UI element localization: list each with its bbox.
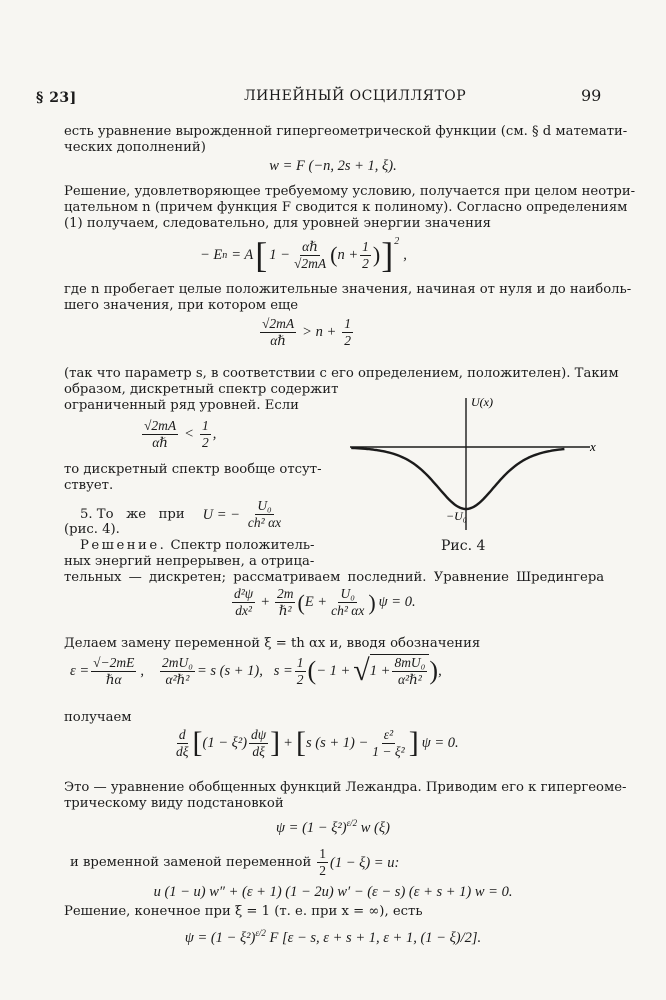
paragraph-line: Это — уравнение обобщенных функций Лежандра. Приводим его к гипергеоме- (64, 780, 627, 795)
equation-legendre: $\frac{d}{d\xi}$ [ (1 − ξ²) $\frac{d\psi}{d\xi}$ ] + [ s (s + 1) − $\frac{\text{ε²}}{\text{1 − ξ²}}$ ] ψ = 0. (176, 726, 459, 759)
paragraph-line: ных энергий непрерывен, а отрица- (64, 554, 315, 569)
solution-word: Решение. (80, 538, 167, 553)
eq-term: 2 (394, 235, 400, 247)
eq-term: − E (200, 246, 223, 263)
potential-curve (351, 448, 564, 509)
paragraph-line: (рис. 4). (64, 522, 120, 537)
paragraph-line: образом, дискретный спектр содержит (64, 382, 339, 397)
fraction: $\frac{√2mA}{\text{αℏ}}$ (144, 418, 177, 450)
running-title: ЛИНЕЙНЫЙ ОСЦИЛЛЯТОР (244, 88, 467, 104)
equation-solution: $\psi = (1 - \xi^2)^{\varepsilon/2}$ F [ε − s, ε + s + 1, ε + 1, (1 − ξ)/2]. (184, 928, 482, 946)
paragraph-line: Делаем замену переменной ξ = th αx и, вводя обозначения (64, 636, 481, 651)
equation-condition (140, 418, 216, 451)
equation-hypergeometric: w = F (−n, 2s + 1, ξ). (269, 158, 397, 174)
fraction: $\frac{\text{ε²}}{\text{1 − ξ²}}$ (372, 726, 405, 759)
paragraph-line: есть уравнение вырожденной гипергеометрической функции (см. § d математи- (64, 124, 628, 139)
paragraph-line: ствует. (64, 478, 114, 493)
x-axis-label: x (590, 439, 596, 454)
eq-term: , (212, 426, 217, 442)
eq-term: > n + (302, 324, 337, 340)
equation-notations: ε = $\frac{√-2mE}{\text{ℏα}}$ , $\frac{\text{2mU₀}}{\text{α²ℏ²}}$ = s (s + 1), s = $\frac{1}{2}$ ( − 1 + √ 1 + $\frac{\text{8mU₀}}{\text{α²ℏ²}}$ ) , (70, 654, 442, 687)
paragraph-line: то дискретный спектр вообще отсут- (64, 462, 322, 477)
eq-term: Спектр положитель- (170, 538, 315, 553)
paragraph-line: ограниченный ряд уровней. Если (64, 398, 299, 413)
y-axis-label: U(x) (471, 395, 493, 409)
fraction: $\frac{2m}{\text{ℏ²}}$ (276, 586, 294, 618)
fraction: $\frac{1}{2}$ (362, 238, 369, 271)
fraction: $\frac{1}{2}$ (296, 654, 304, 687)
paragraph-line: (1) получаем, следовательно, для уровней энергии значения (64, 216, 491, 231)
eq-term: n + (337, 246, 359, 263)
fraction: $\frac{\text{αℏ}}{√2mA}$ (293, 238, 327, 271)
fraction: $\frac{√-2mE}{\text{ℏα}}$ (93, 654, 135, 687)
paragraph-line: Решение, удовлетворяющее требуемому условию, получается при целом неотри- (64, 184, 636, 199)
paragraph-line: трическому виду подстановкой (64, 796, 284, 811)
equation-inequality (258, 316, 355, 349)
eq-term: = A (231, 246, 254, 263)
eq-term: , (403, 246, 407, 263)
equation-energy-levels (200, 234, 407, 276)
eq-term: U = − (202, 506, 240, 523)
paragraph-line: шего значения, при котором еще (64, 298, 299, 313)
equation-substitution: $\psi = (1 - \xi^2)^{\varepsilon/2}$ w (ξ) (276, 818, 390, 836)
paragraph-line: (так что параметр s, в соответствии с его определением, положителен). Таким (64, 366, 619, 381)
min-label: −U₀ (446, 509, 467, 523)
eq-term: 1 − (269, 246, 290, 263)
eq-term: и временной заменой переменной (70, 854, 312, 870)
eq-term: ε = (70, 662, 90, 679)
paragraph-line: Решение, конечное при ξ = 1 (т. е. при x = ∞), есть (64, 904, 423, 919)
fraction: $\frac{d}{d\xi}$ (176, 726, 189, 759)
fraction: $\frac{1}{2}$ (344, 316, 351, 348)
paragraph-line: получаем (64, 710, 132, 725)
fraction: $\frac{√2mA}{\text{αℏ}}$ (262, 316, 295, 348)
fraction: $\frac{\text{2mU₀}}{\text{α²ℏ²}}$ (162, 654, 193, 687)
eq-term: 5. То же при (80, 506, 185, 522)
eq-term: (1 − ξ) = u: (330, 854, 400, 871)
section-ref: § 23] (36, 90, 77, 106)
fraction: $\frac{\text{U₀}}{\text{ch² αx}}$ (247, 498, 282, 530)
bracket: [ (255, 235, 268, 275)
fraction: $\frac{\text{U₀}}{\text{ch² αx}}$ (331, 586, 365, 618)
page-number: 99 (581, 86, 602, 105)
fraction: $\frac{\text{8mU₀}}{\text{α²ℏ²}}$ (394, 655, 426, 687)
equation-hypergeom-ode: u (1 − u) w″ + (ε + 1) (1 − 2u) w′ − (ε − s) (ε + s + 1) w = 0. (153, 884, 513, 900)
paren: ) (372, 242, 381, 267)
eq-term: = s (s + 1), s = (196, 662, 293, 679)
equation-schrodinger: $\frac{\text{d²ψ}}{\text{dx²}}$ + $\frac{2m}{\text{ℏ²}}$ ( E + $\frac{\text{U₀}}{\text{ch² αx}}$ ) ψ = 0. (234, 586, 416, 618)
paragraph-line: тельных — дискретен; рассматриваем последний. Уравнение Шредингера (64, 570, 605, 585)
paragraph-line: цательном n (причем функция F сводится к полиному). Согласно определениям (64, 200, 628, 215)
paragraph-line: где n пробегает целые положительные значения, начиная от нуля и до наиболь- (64, 282, 632, 297)
fraction: $\frac{1}{2}$ (201, 418, 209, 450)
fraction: $\frac{\text{d²ψ}}{\text{dx²}}$ (234, 586, 254, 618)
bracket: ] (381, 235, 394, 275)
paragraph-line: ческих дополнений) (64, 140, 206, 155)
paragraph-line (70, 846, 399, 879)
fraction: $\frac{1}{2}$ (319, 846, 327, 878)
eq-term: n (222, 249, 228, 261)
fraction: $\frac{d\psi}{d\xi}$ (251, 726, 267, 759)
paragraph-line (80, 538, 314, 554)
figure-potential-well (350, 392, 606, 532)
eq-term: < (184, 426, 194, 442)
figure-caption: Рис. 4 (441, 538, 486, 554)
paren: ( (330, 242, 338, 267)
